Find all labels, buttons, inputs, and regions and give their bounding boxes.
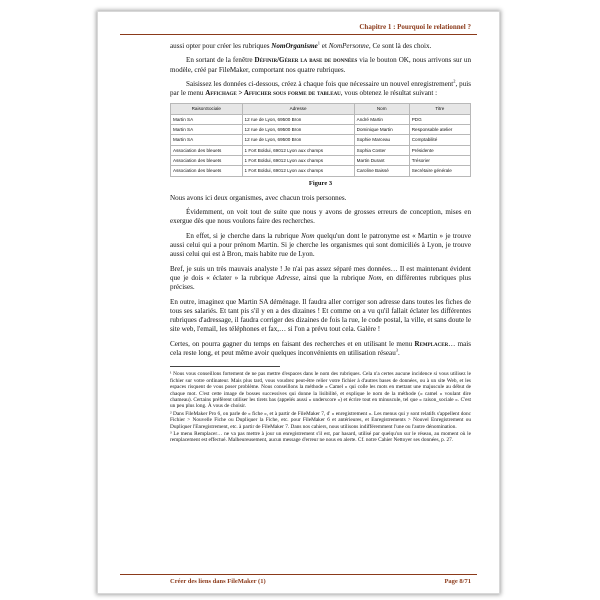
table-cell: Association des bleuets <box>171 166 243 176</box>
table-cell: 1 Fort Boldui, 69012 Lyon aux champs <box>242 145 354 155</box>
paragraph-4: Nous avons ici deux organismes, avec chacun trois personnes. <box>170 193 347 202</box>
column-header: Adresse <box>242 104 354 114</box>
table-row <box>171 155 471 165</box>
table-header-row <box>171 104 471 114</box>
table-cell: André Martin <box>354 114 409 124</box>
paragraph-7: Bref, je suis un très mauvais analyste ! Je n'ai pas assez séparé mes données… Il est maintenant évident que je dois « éclater » la rubrique Adresse, ainsi que la rubrique Nom, en différentes rubriques plus précises. <box>170 264 471 292</box>
paragraph-9: Certes, on pourra gagner du temps en faisant des recherches et en utilisant le menu Remplacer… mais cela reste long, et peut même avoir quelques inconvénients en utilisation réseau$^3$. <box>170 339 471 358</box>
chapter-header: Chapitre 1 : Pourquoi le relationnel ? <box>359 23 471 31</box>
table-row <box>171 166 471 176</box>
column-header: RaisonSociale <box>171 104 243 114</box>
table-cell: Caroline Baissé <box>354 166 409 176</box>
paragraph-1: aussi opter pour créer les rubriques NomOrganisme$^1$ et NomPersonne, Ce sont là des choix. <box>170 40 432 50</box>
header-rule <box>120 34 477 35</box>
footnotes <box>170 371 471 443</box>
column-header: Titre <box>409 104 470 114</box>
table-cell: Présidente <box>409 145 470 155</box>
page-content <box>170 42 471 445</box>
table-row <box>171 145 471 155</box>
table-cell: Association des bleuets <box>171 145 243 155</box>
table-cell: Martin SA <box>171 125 243 135</box>
footer-rule <box>120 574 477 575</box>
figure-caption: Figure 3 <box>308 179 333 187</box>
table-cell: Responsable atelier <box>409 125 470 135</box>
document-page <box>97 11 500 594</box>
table-cell: 1 Fort Boldui, 69012 Lyon aux champs <box>242 155 354 165</box>
table-cell: 12 rue de Lyon, 69500 Bron <box>242 125 354 135</box>
paragraph-3: Saisissez les données ci-dessous, créez à chaque fois que nécessaire un nouvel enregistrement$^2$, puis par le menu Affichage > Afficher sous forme de tableau, vous obtenez le résultat suivant : <box>170 78 471 98</box>
table-cell: 12 rue de Lyon, 69500 Bron <box>242 114 354 124</box>
footer-title: Créer des liens dans FileMaker (1) <box>170 578 266 585</box>
column-header: Nom <box>354 104 409 114</box>
footnote-2: ² Dans FileMaker Pro 6, on parle de « fiche », et à partir de FileMaker 7, d' « enregistrement ». Les menus qui y sont relatifs s'appellent donc Fichier > Nouvelle Fiche ou Dupliquer la Fiche, etc. pour FileMaker 6 et antérieures, et Enregistrements > Nouvel Enregistrement ou Dupliquer l'Enregistrement, etc. à partir de FileMaker 7. Dans nos cahiers, nous utilisons indifféremment l'une ou l'autre dénomination. <box>170 410 471 430</box>
table-cell: 12 rue de Lyon, 69500 Bron <box>242 135 354 145</box>
table-cell: PDG <box>409 114 470 124</box>
paragraph-5: Évidemment, on voit tout de suite que nous y avons de grosses erreurs de conception, mises en exergue dès que nous voulons faire des recherches. <box>170 208 471 226</box>
footnote-1: ¹ Nous vous conseillons fortement de ne pas mettre d'espaces dans le nom des rubriques. Cela n'a certes aucune incidence si vous utilisez le fichier sur votre ordinateur. Mais plus tard, vous voudrez peut-être relier votre fichier à d'autres bases de données, ou à un site Web, et les espaces risquent de vous poser problème. Nous conseillons la méthode « Camel » qui colle les mots en mettant une majuscule au début de chaque mot. C'est cette image de bosses successives qui donne la lisibilité, et explique le nom de la méthode (« camel » voulant dire chameau). Certains préfèrent utiliser les tirets bas (appelés aussi « underscore ») et écrire tout en minuscule, tel que « raison_sociale ». C'est un peu plus long. À vous de choisir. <box>170 371 471 410</box>
footnote-3: ³ Le menu Remplacer… ne va pas mettre à jour un enregistrement s'il est, par hasard, utilisé par quelqu'un sur le réseau, au moment où le remplacement est effectué. Malheureusement, aucun message d'erreur ne nous en alerte. Cf. notre Cahier Nettoyer ses données, p. 27. <box>170 430 471 444</box>
table-cell: Martin SA <box>171 135 243 145</box>
data-table <box>170 103 471 176</box>
table-cell: Martin Durant <box>354 155 409 165</box>
table-cell: Trésorier <box>409 155 470 165</box>
table-row <box>171 114 471 124</box>
table-cell: Secrétaire générale <box>409 166 470 176</box>
table-cell: Sophie Marceau <box>354 135 409 145</box>
paragraph-6: En effet, si je cherche dans la rubrique Nom quelqu'un dont le patronyme est « Martin » je trouve aussi celui qui a pour prénom Martin. Si je cherche les organismes qui sont domiciliés à Lyon, je trouve aussi celui qui est à Bron, mais habite rue de Lyon. <box>170 231 471 259</box>
table-cell: Comptabilité <box>409 135 470 145</box>
table-row <box>171 135 471 145</box>
table-cell: Dominique Martin <box>354 125 409 135</box>
paragraph-2: En sortant de la fenêtre Définir/Gérer la base de données via le bouton OK, nous arrivons sur un modèle, créé par FileMaker, comportant nos quatre rubriques. <box>170 56 472 74</box>
table-cell: Martin SA <box>171 114 243 124</box>
table-cell: Association des bleuets <box>171 155 243 165</box>
table-cell: Sophia Coster <box>354 145 409 155</box>
page-number: Page 8/71 <box>444 578 471 585</box>
table-row <box>171 125 471 135</box>
footnote-separator <box>170 366 280 367</box>
table-cell: 1 Fort Boldui, 69012 Lyon aux champs <box>242 166 354 176</box>
paragraph-8: En outre, imaginez que Martin SA déménage. Il faudra aller corriger son adresse dans toutes les fiches de tous ses salariés. Et tant pis s'il y en a des dizaines ! Et comme on a vu qu'il fallait éclater les différentes rubriques d'adressage, il faudra corriger des dizaines de fois la rue, le code postal, la ville, et sans doute le site web, l'email, les téléphones et fax,… si l'on a prévu tout cela. Galère ! <box>170 297 471 334</box>
